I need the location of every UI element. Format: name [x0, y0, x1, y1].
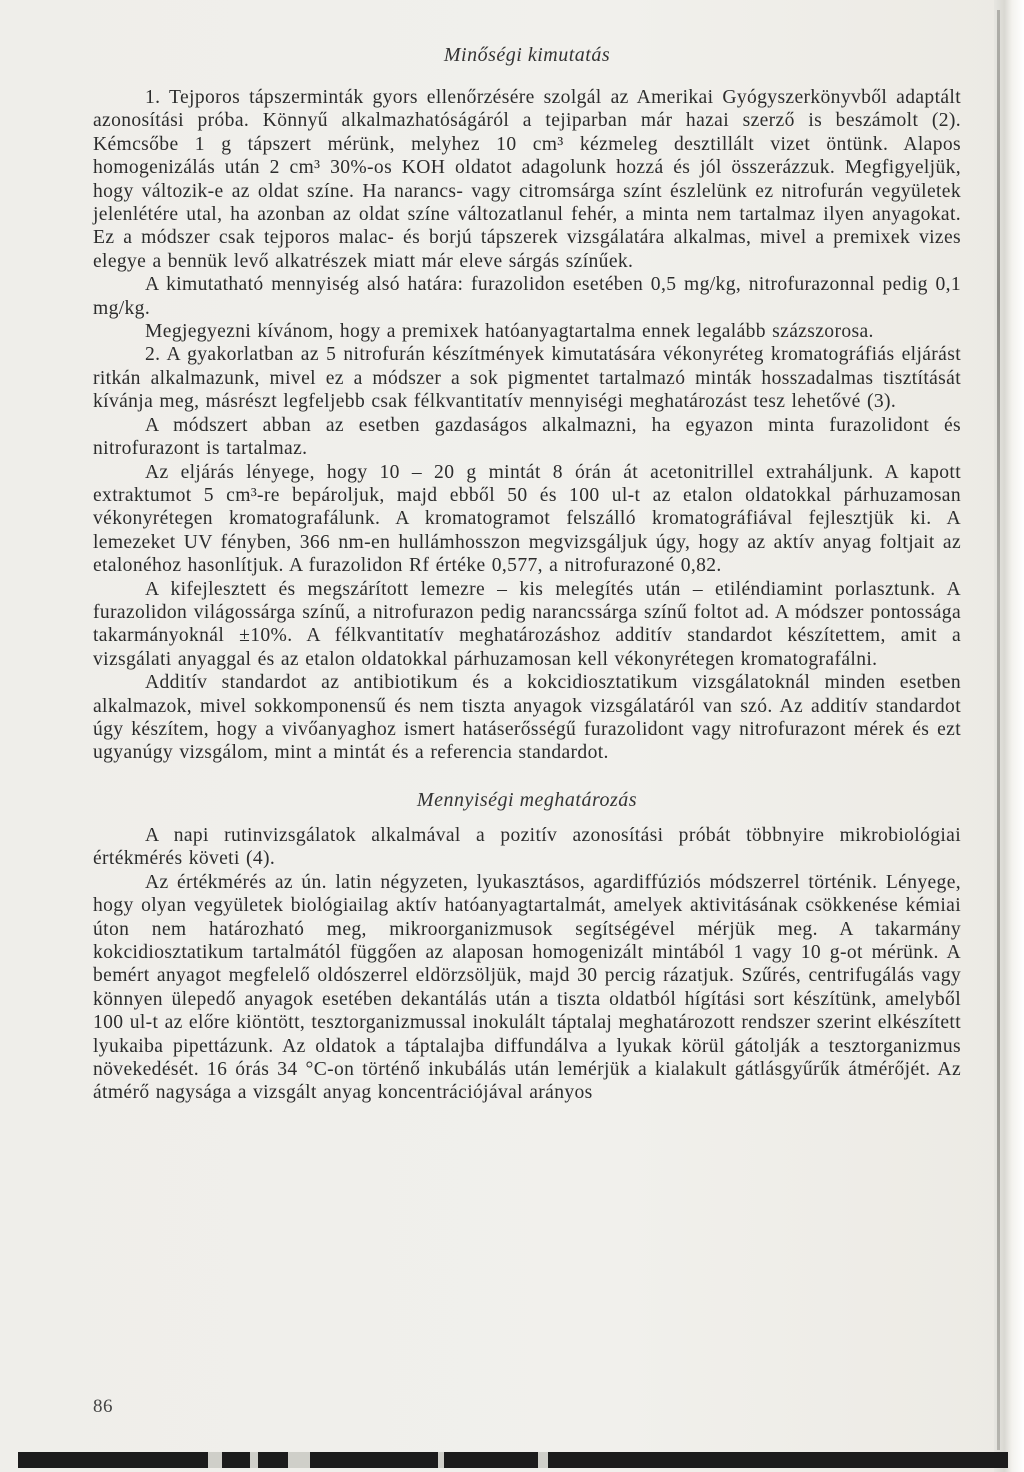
paragraph: Megjegyezni kívánom, hogy a premixek hatóanyagtartalma ennek legalább százszorosa. [145, 321, 874, 343]
section-qualitative-body [93, 86, 961, 765]
paragraph: Az értékmérés az ún. latin négyzeten, lyukasztásos, agardiffúziós módszerrel történik. Lényege, hogy olyan vegyületek biológiailag aktív hatóanyagtartalmát, amelyek aktivitásának csökkenése kémiai úton nem határozható meg, mikroorganizmusok segítségével mérjük meg. A takarmány kokcidiosztatikum tartalmától függően az alaposan homogenizált mintából 1 vagy 10 g-ot mérünk. A bemért anyagot megfelelő oldószerrel eldörzsöljük, majd 30 percig rázatjuk. Szűrés, centrifugálás vagy könnyen ülepedő anyagok esetében dekantálás után a tiszta oldatból hígítási sort készítünk, amelyből 100 ul-t az előre kiöntött, tesztorganizmussal inokulált táptalaj meghatározott rendszer szerint elkészített lyukaiba pipettázunk. Az oldatok a táptalajba diffundálva a lyukak körül gátolják a tesztorganizmus növekedését. 16 órás 34 °C-on történő inkubálás után lemérjük a kialakult gátlásgyűrűk átmérőjét. Az átmérő nagysága a vizsgált anyag koncentrációjával arányos [93, 871, 961, 1104]
page-edge-line [997, 10, 1000, 1450]
scan-bottom-edge [18, 1452, 1008, 1468]
paragraph: 2. A gyakorlatban az 5 nitrofurán készítmények kimutatására vékonyréteg kromatográfiás eljárást ritkán alkalmazunk, mivel ez a módszer a sok pigmentet tartalmazó minták hosszadalmas tisztítását kívánja meg, másrészt legfeljebb csak félkvantitatív mennyiségi meghatározást tesz lehetővé (3). [93, 344, 961, 413]
section-quantitative-body [93, 824, 961, 1105]
paragraph: A módszert abban az esetben gazdaságos alkalmazni, ha egyazon minta furazolidont és nitrofurazont is tartalmaz. [93, 414, 961, 460]
section-heading-quantitative: Mennyiségi meghatározás [416, 789, 638, 811]
paragraph: Az eljárás lényege, hogy 10 – 20 g mintát 8 órán át acetonitrillel extraháljunk. A kapott extraktumot 5 cm³-re bepároljuk, majd ebből 50 és 100 ul-t az etalon oldatokkal párhuzamosan vékonyrétegen kromatografálunk. A kromatogramot felszálló kromatográfiával fejlesztjük ki. A lemezeket UV fényben, 366 nm-en hullámhosszon megvizsgáljuk úgy, hogy az aktív anyag foltjait az etalonéhoz hasonlítjuk. A furazolidon Rf értéke 0,577, a nitrofurazoné 0,82. [93, 461, 961, 577]
page-number: 86 [93, 1396, 113, 1417]
paragraph: A kifejlesztett és megszárított lemezre – kis melegítés után – etiléndiamint porlasztunk. A furazolidon világossárga színű, a nitrofurazon pedig narancssárga színű foltot ad. A módszer pontossága takarmányoknál ±10%. A félkvantitatív meghatározáshoz additív standardot készítettem, amit a vizsgálati anyaggal és az etalon oldatokkal párhuzamosan kell vékonyrétegen kromatografálni. [93, 578, 961, 670]
page-content [93, 44, 961, 1104]
paragraph: A napi rutinvizsgálatok alkalmával a pozitív azonosítási próbát többnyire mikrobiológiai értékmérés követi (4). [93, 825, 961, 870]
section-heading-qualitative: Minőségi kimutatás [443, 44, 611, 66]
paragraph: 1. Tejporos tápszerminták gyors ellenőrzésére szolgál az Amerikai Gyógyszerkönyvből adaptált azonosítási próba. Könnyű alkalmazhatóságáról a tejiparban már hazai szerző is beszámolt (2). Kémcsőbe 1 g tápszert mérünk, melyhez 10 cm³ kézmeleg desztillált vizet öntünk. Alapos homogenizálás után 2 cm³ 30%-os KOH oldatot adagolunk hozzá és jól összerázzuk. Megfigyeljük, hogy változik-e az oldat színe. Ha narancs- vagy citromsárga színt észlelünk ez nitrofurán vegyületek jelenlétére utal, ha azonban az oldat színe változatlanul fehér, a minta nem tartalmaz ilyen anyagokat. Ez a módszer csak tejporos malac- és borjú tápszerek vizsgálatára alkalmas, mivel a premixek vizes elegye a bennük levő alkatrészek miatt már eleve sárgás színűek. [93, 87, 961, 272]
paragraph: Additív standardot az antibiotikum és a kokcidiosztatikum vizsgálatoknál minden esetben alkalmazok, mivel sokkomponensű és nem tiszta anyagok vizsgálatáról van szó. Az additív standardot úgy készítem, hogy a vivőanyaghoz ismert hatáserősségű furazolidont vagy nitrofurazont mérek és ezt ugyanúgy vizsgálom, mint a mintát és a referencia standardot. [93, 672, 961, 764]
paragraph: A kimutatható mennyiség alsó határa: furazolidon esetében 0,5 mg/kg, nitrofurazonnal pedig 0,1 mg/kg. [93, 274, 961, 319]
